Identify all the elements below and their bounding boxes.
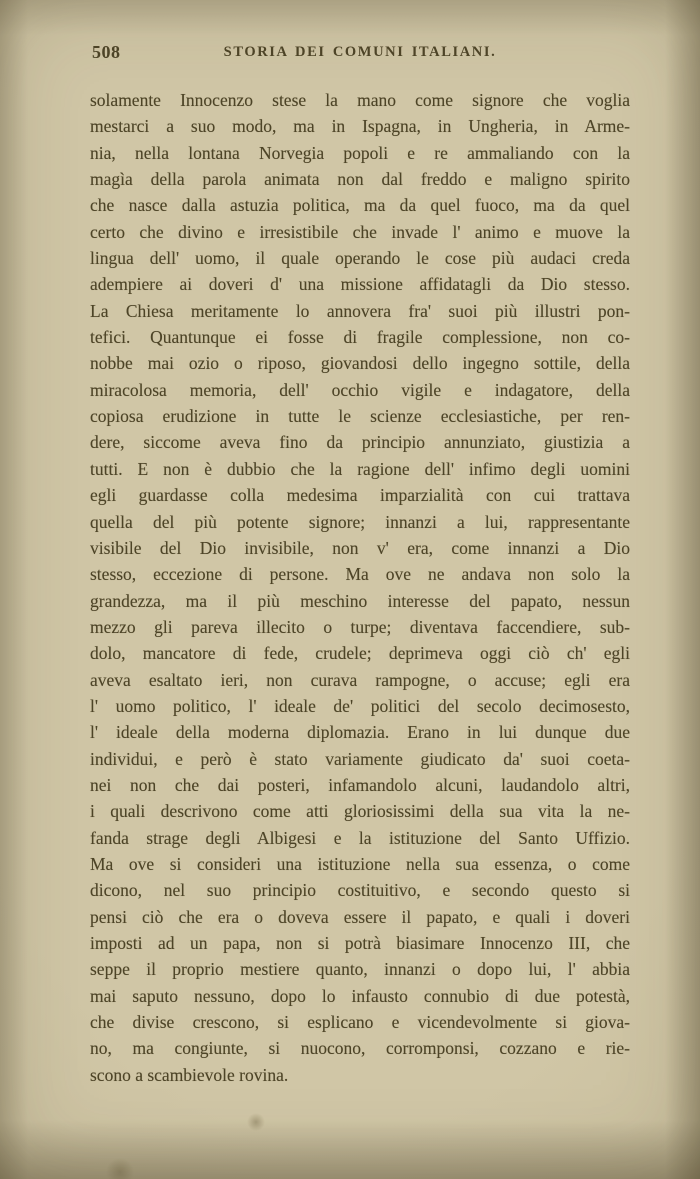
text-line: lingua dell' uomo, il quale operando le cose più audaci creda (90, 248, 630, 269)
text-line: imposti ad un papa, non si potrà biasimare Innocenzo III, che (90, 933, 630, 953)
text-line: tutti. E non è dubbio che la ragione dell' infimo degli uomini (90, 458, 630, 479)
text-line: seppe il proprio mestiere quanto, innanzi o dopo lui, l' abbia (90, 959, 630, 980)
page-header (90, 42, 630, 66)
page-number: 508 (92, 42, 121, 62)
text-line: fanda strage degli Albigesi e la istituzione del Santo Uffizio. (90, 827, 630, 848)
text-line: miracolosa memoria, dell' occhio vigile e indagatore, della (90, 379, 630, 400)
text-line: che nasce dalla astuzia politica, ma da quel fuoco, ma da quel (90, 195, 630, 216)
text-line: nia, nella lontana Norvegia popoli e re ammaliando con la (90, 142, 630, 163)
text-line: nei non che dai posteri, infamandolo alcuni, laudandolo altri, (90, 774, 630, 795)
text-line: mezzo gli pareva illecito o turpe; diventava faccendiere, sub- (90, 616, 630, 637)
text-line: grandezza, ma il più meschino interesse del papato, nessun (90, 590, 630, 611)
text-line: quella del più potente signore; innanzi a lui, rappresentante (90, 511, 630, 532)
text-line: copiosa erudizione in tutte le scienze ecclesiastiche, per ren- (90, 406, 630, 427)
text-line: che divise crescono, si esplicano e vicendevolmente si giova- (90, 1012, 630, 1033)
text-line: tefici. Quantunque ei fosse di fragile complessione, non co- (90, 327, 630, 348)
text-line: certo che divino e irresistibile che invade l' animo e muove la (90, 221, 630, 242)
text-line: pensi ciò che era o doveva essere il papato, e quali i doveri (90, 906, 630, 927)
text-line: Ma ove si consideri una istituzione nella sua essenza, o come (90, 853, 630, 874)
text-line: mai saputo nessuno, dopo lo infausto connubio di due potestà, (90, 985, 630, 1006)
text-line: La Chiesa meritamente lo annovera fra' suoi più illustri pon- (90, 300, 630, 321)
text-line: magìa della parola animata non dal freddo e maligno spirito (90, 169, 630, 190)
text-line: i quali descrivono come atti gloriosissimi della sua vita la ne- (90, 801, 630, 822)
text-line: scono a scambievole rovina. (90, 1064, 289, 1085)
text-line: visibile del Dio invisibile, non v' era, come innanzi a Dio (90, 537, 630, 558)
text-line: mestarci a suo modo, ma in Ispagna, in Ungheria, in Arme- (90, 116, 630, 137)
text-line: nobbe mai ozio o riposo, giovandosi dello ingegno sottile, della (90, 353, 630, 374)
text-line: egli guardasse colla medesima imparzialità con cui trattava (90, 485, 630, 506)
text-line: dere, siccome aveva fino da principio annunziato, giustizia a (90, 432, 630, 453)
text-line: adempiere ai doveri d' una missione affidatagli da Dio stesso. (90, 274, 630, 295)
text-line: solamente Innocenzo stese la mano come signore che voglia (90, 90, 630, 110)
body-text (90, 87, 630, 1088)
text-line: dicono, nel suo principio costituitivo, e secondo questo si (90, 880, 630, 901)
text-line: aveva esaltato ieri, non curava rampogne, o accuse; egli era (90, 669, 630, 690)
running-title: STORIA DEI COMUNI ITALIANI. (223, 44, 497, 60)
text-line: l' ideale della moderna diplomazia. Erano in lui dunque due (90, 722, 630, 743)
text-line: dolo, mancatore di fede, crudele; deprimeva oggi ciò ch' egli (90, 643, 630, 664)
text-line: no, ma congiunte, si nuocono, corromponsi, cozzano e rie- (90, 1038, 630, 1059)
text-line: l' uomo politico, l' ideale de' politici del secolo decimosesto, (90, 695, 630, 716)
text-line: stesso, eccezione di persone. Ma ove ne andava non solo la (90, 564, 630, 585)
text-line: individui, e però è stato variamente giudicato da' suoi coeta- (90, 748, 630, 769)
